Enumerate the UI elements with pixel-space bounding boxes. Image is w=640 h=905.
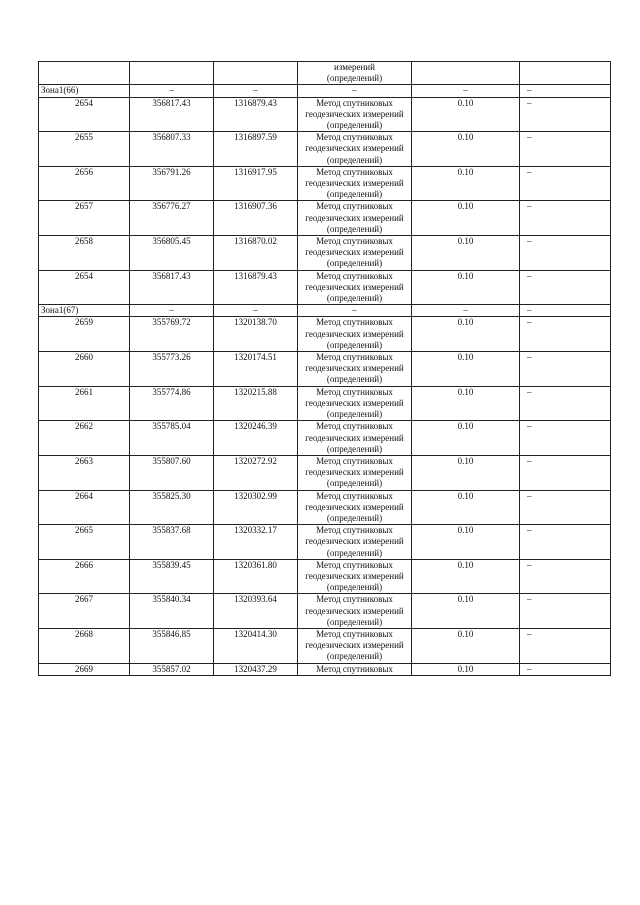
method-cell: Метод спутниковых геодезических измерений (определений) xyxy=(298,166,412,201)
point-number-cell: 2658 xyxy=(39,236,130,271)
zone-header-row xyxy=(39,85,611,97)
x-coordinate-cell: 355839.45 xyxy=(130,559,214,594)
precision-cell: 0.10 xyxy=(412,455,520,490)
y-coordinate-cell: 1316879.43 xyxy=(214,270,298,305)
note-cell: – xyxy=(520,663,611,675)
precision-cell: 0.10 xyxy=(412,525,520,560)
table-row xyxy=(39,132,611,167)
method-cell: измерений (определений) xyxy=(298,62,412,85)
y-coordinate-cell: 1320138.70 xyxy=(214,317,298,352)
y-coordinate-cell: 1316879.43 xyxy=(214,97,298,132)
note-cell: – xyxy=(520,236,611,271)
table-row xyxy=(39,270,611,305)
zone-header-row xyxy=(39,305,611,317)
zone-dash-cell: – xyxy=(520,85,611,97)
point-number-cell xyxy=(39,62,130,85)
precision-cell: 0.10 xyxy=(412,236,520,271)
zone-label: Зона1(67) xyxy=(39,305,130,317)
x-coordinate-cell: 356805.45 xyxy=(130,236,214,271)
precision-cell xyxy=(412,62,520,85)
point-number-cell: 2655 xyxy=(39,132,130,167)
x-coordinate-cell: 356791.26 xyxy=(130,166,214,201)
y-coordinate-cell: 1320302.99 xyxy=(214,490,298,525)
x-coordinate-cell: 355837.68 xyxy=(130,525,214,560)
precision-cell: 0.10 xyxy=(412,270,520,305)
method-cell: Метод спутниковых геодезических измерений (определений) xyxy=(298,97,412,132)
y-coordinate-cell xyxy=(214,62,298,85)
y-coordinate-cell: 1320437.29 xyxy=(214,663,298,675)
point-number-cell: 2666 xyxy=(39,559,130,594)
coordinates-table-body xyxy=(39,62,611,676)
method-cell: Метод спутниковых геодезических измерений (определений) xyxy=(298,455,412,490)
table-row xyxy=(39,166,611,201)
note-cell: – xyxy=(520,490,611,525)
x-coordinate-cell: 355773.26 xyxy=(130,352,214,387)
point-number-cell: 2665 xyxy=(39,525,130,560)
y-coordinate-cell: 1316907.36 xyxy=(214,201,298,236)
zone-dash-cell: – xyxy=(298,305,412,317)
note-cell: – xyxy=(520,132,611,167)
table-row xyxy=(39,421,611,456)
x-coordinate-cell: 355785.04 xyxy=(130,421,214,456)
precision-cell: 0.10 xyxy=(412,559,520,594)
table-row xyxy=(39,317,611,352)
note-cell: – xyxy=(520,352,611,387)
table-row xyxy=(39,352,611,387)
table-row xyxy=(39,663,611,675)
point-number-cell: 2654 xyxy=(39,270,130,305)
note-cell: – xyxy=(520,525,611,560)
note-cell: – xyxy=(520,317,611,352)
point-number-cell: 2663 xyxy=(39,455,130,490)
y-coordinate-cell: 1320393.64 xyxy=(214,594,298,629)
x-coordinate-cell: 355840.34 xyxy=(130,594,214,629)
y-coordinate-cell: 1316917.95 xyxy=(214,166,298,201)
note-cell: – xyxy=(520,559,611,594)
x-coordinate-cell: 356776.27 xyxy=(130,201,214,236)
note-cell: – xyxy=(520,201,611,236)
method-cell: Метод спутниковых геодезических измерений (определений) xyxy=(298,270,412,305)
method-cell: Метод спутниковых геодезических измерений (определений) xyxy=(298,525,412,560)
point-number-cell: 2664 xyxy=(39,490,130,525)
method-cell: Метод спутниковых геодезических измерений (определений) xyxy=(298,132,412,167)
method-cell: Метод спутниковых геодезических измерений (определений) xyxy=(298,236,412,271)
y-coordinate-cell: 1320272.92 xyxy=(214,455,298,490)
note-cell xyxy=(520,62,611,85)
x-coordinate-cell: 356817.43 xyxy=(130,270,214,305)
zone-dash-cell: – xyxy=(520,305,611,317)
precision-cell: 0.10 xyxy=(412,663,520,675)
coordinates-table xyxy=(38,61,611,676)
zone-label: Зона1(66) xyxy=(39,85,130,97)
table-row xyxy=(39,236,611,271)
zone-dash-cell: – xyxy=(298,85,412,97)
table-row xyxy=(39,628,611,663)
x-coordinate-cell: 355774.86 xyxy=(130,386,214,421)
point-number-cell: 2661 xyxy=(39,386,130,421)
y-coordinate-cell: 1320174.51 xyxy=(214,352,298,387)
table-row xyxy=(39,97,611,132)
point-number-cell: 2669 xyxy=(39,663,130,675)
table-row xyxy=(39,594,611,629)
method-cell: Метод спутниковых геодезических измерений (определений) xyxy=(298,201,412,236)
y-coordinate-cell: 1316897.59 xyxy=(214,132,298,167)
zone-dash-cell: – xyxy=(130,305,214,317)
point-number-cell: 2668 xyxy=(39,628,130,663)
note-cell: – xyxy=(520,270,611,305)
point-number-cell: 2659 xyxy=(39,317,130,352)
y-coordinate-cell: 1320332.17 xyxy=(214,525,298,560)
note-cell: – xyxy=(520,421,611,456)
method-cell: Метод спутниковых геодезических измерений (определений) xyxy=(298,421,412,456)
note-cell: – xyxy=(520,166,611,201)
precision-cell: 0.10 xyxy=(412,594,520,629)
precision-cell: 0.10 xyxy=(412,386,520,421)
y-coordinate-cell: 1316870.02 xyxy=(214,236,298,271)
point-number-cell: 2657 xyxy=(39,201,130,236)
x-coordinate-cell: 356817.43 xyxy=(130,97,214,132)
x-coordinate-cell: 355846.85 xyxy=(130,628,214,663)
point-number-cell: 2660 xyxy=(39,352,130,387)
y-coordinate-cell: 1320215.88 xyxy=(214,386,298,421)
precision-cell: 0.10 xyxy=(412,132,520,167)
method-cell: Метод спутниковых xyxy=(298,663,412,675)
point-number-cell: 2656 xyxy=(39,166,130,201)
precision-cell: 0.10 xyxy=(412,490,520,525)
point-number-cell: 2654 xyxy=(39,97,130,132)
method-cell: Метод спутниковых геодезических измерений (определений) xyxy=(298,559,412,594)
x-coordinate-cell: 355769.72 xyxy=(130,317,214,352)
x-coordinate-cell xyxy=(130,62,214,85)
continuation-row xyxy=(39,62,611,85)
precision-cell: 0.10 xyxy=(412,201,520,236)
point-number-cell: 2667 xyxy=(39,594,130,629)
table-row xyxy=(39,525,611,560)
y-coordinate-cell: 1320414.30 xyxy=(214,628,298,663)
x-coordinate-cell: 356807.33 xyxy=(130,132,214,167)
note-cell: – xyxy=(520,97,611,132)
zone-dash-cell: – xyxy=(412,85,520,97)
method-cell: Метод спутниковых геодезических измерений (определений) xyxy=(298,490,412,525)
point-number-cell: 2662 xyxy=(39,421,130,456)
note-cell: – xyxy=(520,594,611,629)
x-coordinate-cell: 355857.02 xyxy=(130,663,214,675)
method-cell: Метод спутниковых геодезических измерений (определений) xyxy=(298,628,412,663)
method-cell: Метод спутниковых геодезических измерений (определений) xyxy=(298,352,412,387)
precision-cell: 0.10 xyxy=(412,317,520,352)
zone-dash-cell: – xyxy=(130,85,214,97)
zone-dash-cell: – xyxy=(214,305,298,317)
precision-cell: 0.10 xyxy=(412,166,520,201)
y-coordinate-cell: 1320361.80 xyxy=(214,559,298,594)
method-cell: Метод спутниковых геодезических измерений (определений) xyxy=(298,317,412,352)
precision-cell: 0.10 xyxy=(412,628,520,663)
y-coordinate-cell: 1320246.39 xyxy=(214,421,298,456)
table-row xyxy=(39,455,611,490)
zone-dash-cell: – xyxy=(412,305,520,317)
table-row xyxy=(39,490,611,525)
zone-dash-cell: – xyxy=(214,85,298,97)
precision-cell: 0.10 xyxy=(412,97,520,132)
table-row xyxy=(39,386,611,421)
table-row xyxy=(39,201,611,236)
x-coordinate-cell: 355825.30 xyxy=(130,490,214,525)
table-row xyxy=(39,559,611,594)
note-cell: – xyxy=(520,455,611,490)
precision-cell: 0.10 xyxy=(412,421,520,456)
method-cell: Метод спутниковых геодезических измерений (определений) xyxy=(298,386,412,421)
note-cell: – xyxy=(520,386,611,421)
precision-cell: 0.10 xyxy=(412,352,520,387)
note-cell: – xyxy=(520,628,611,663)
x-coordinate-cell: 355807.60 xyxy=(130,455,214,490)
method-cell: Метод спутниковых геодезических измерений (определений) xyxy=(298,594,412,629)
